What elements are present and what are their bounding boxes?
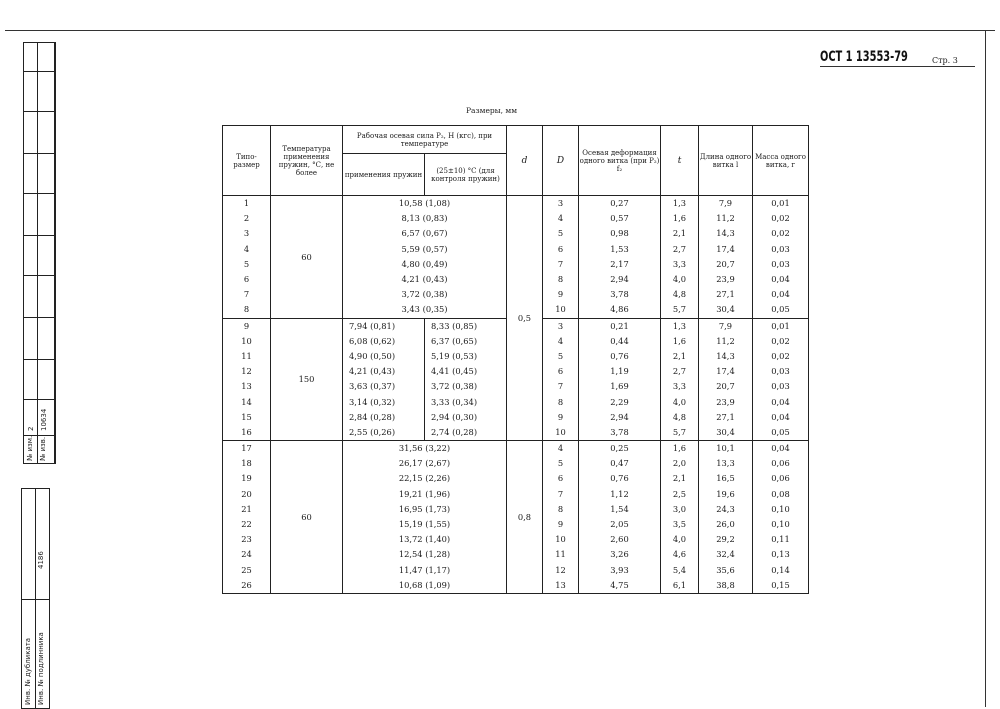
- margin-orig-label: Инв. № подлинника: [37, 632, 45, 705]
- cell-force-control: 2,74 (0,28): [425, 425, 507, 441]
- cell-coil-length: 24,3: [699, 502, 753, 517]
- cell-coil-diameter: 5: [543, 456, 579, 471]
- cell-coil-diameter: 6: [543, 242, 579, 257]
- cell-coil-length: 7,9: [699, 196, 753, 212]
- page-frame-top: [5, 30, 995, 31]
- page-number: Стр. 3: [932, 56, 958, 65]
- cell-type-number: 13: [223, 379, 271, 394]
- cell-coil-diameter: 5: [543, 349, 579, 364]
- cell-coil-length: 35,6: [699, 563, 753, 578]
- cell-coil-length: 30,4: [699, 302, 753, 318]
- cell-coil-diameter: 8: [543, 502, 579, 517]
- cell-coil-diameter: 7: [543, 487, 579, 502]
- cell-coil-diameter: 4: [543, 334, 579, 349]
- cell-coil-diameter: 11: [543, 547, 579, 562]
- cell-pitch: 1,6: [661, 211, 699, 226]
- cell-pitch: 4,8: [661, 287, 699, 302]
- cell-axial-deformation: 0,25: [579, 441, 661, 457]
- cell-force: 12,54 (1,28): [343, 547, 507, 562]
- cell-coil-diameter: 7: [543, 257, 579, 272]
- cell-coil-diameter: 4: [543, 441, 579, 457]
- cell-type-number: 17: [223, 441, 271, 457]
- cell-pitch: 4,0: [661, 532, 699, 547]
- cell-coil-diameter: 9: [543, 287, 579, 302]
- cell-axial-deformation: 2,94: [579, 272, 661, 287]
- cell-coil-mass: 0,10: [753, 517, 809, 532]
- header-t: t: [661, 126, 699, 196]
- cell-force: 16,95 (1,73): [343, 502, 507, 517]
- cell-pitch: 2,0: [661, 456, 699, 471]
- margin-rev-value: 2: [27, 426, 35, 431]
- cell-coil-mass: 0,10: [753, 502, 809, 517]
- cell-type-number: 18: [223, 456, 271, 471]
- cell-force-use: 4,90 (0,50): [343, 349, 425, 364]
- cell-force: 10,58 (1,08): [343, 196, 507, 212]
- cell-force-control: 5,19 (0,53): [425, 349, 507, 364]
- cell-force-use: 3,63 (0,37): [343, 379, 425, 394]
- cell-coil-length: 26,0: [699, 517, 753, 532]
- cell-force: 13,72 (1,40): [343, 532, 507, 547]
- cell-force: 11,47 (1,17): [343, 563, 507, 578]
- cell-axial-deformation: 3,93: [579, 563, 661, 578]
- cell-type-number: 24: [223, 547, 271, 562]
- cell-force: 19,21 (1,96): [343, 487, 507, 502]
- cell-coil-diameter: 9: [543, 410, 579, 425]
- cell-force: 3,43 (0,35): [343, 302, 507, 318]
- cell-coil-diameter: 4: [543, 211, 579, 226]
- cell-coil-mass: 0,05: [753, 425, 809, 441]
- cell-type-number: 8: [223, 302, 271, 318]
- cell-coil-diameter: 6: [543, 364, 579, 379]
- margin-stamp-upper: [23, 42, 56, 464]
- cell-force-use: 6,08 (0,62): [343, 334, 425, 349]
- cell-force-use: 2,55 (0,26): [343, 425, 425, 441]
- cell-coil-mass: 0,05: [753, 302, 809, 318]
- cell-coil-length: 10,1: [699, 441, 753, 457]
- cell-type-number: 6: [223, 272, 271, 287]
- cell-coil-mass: 0,14: [753, 563, 809, 578]
- table-row: [223, 441, 809, 457]
- cell-type-number: 3: [223, 226, 271, 241]
- header-force-use-temp: применения пружин: [343, 154, 425, 196]
- margin-orig-value: 4186: [37, 551, 45, 569]
- cell-pitch: 1,6: [661, 441, 699, 457]
- cell-pitch: 4,0: [661, 272, 699, 287]
- cell-coil-diameter: 9: [543, 517, 579, 532]
- cell-axial-deformation: 0,76: [579, 349, 661, 364]
- document-code: ОСТ 1 13553-79: [820, 49, 908, 65]
- cell-force: 15,19 (1,55): [343, 517, 507, 532]
- cell-pitch: 2,1: [661, 226, 699, 241]
- cell-axial-deformation: 1,54: [579, 502, 661, 517]
- cell-coil-mass: 0,02: [753, 334, 809, 349]
- cell-coil-mass: 0,06: [753, 471, 809, 486]
- cell-coil-diameter: 3: [543, 318, 579, 334]
- cell-coil-mass: 0,01: [753, 318, 809, 334]
- cell-type-number: 5: [223, 257, 271, 272]
- cell-pitch: 2,7: [661, 364, 699, 379]
- cell-axial-deformation: 3,78: [579, 287, 661, 302]
- cell-coil-length: 17,4: [699, 242, 753, 257]
- cell-force: 31,56 (3,22): [343, 441, 507, 457]
- header-force: Рабочая осевая сила P₂, Н (кгс), при температуре: [343, 126, 507, 154]
- cell-coil-length: 23,9: [699, 272, 753, 287]
- cell-temperature: 150: [271, 318, 343, 441]
- cell-axial-deformation: 0,21: [579, 318, 661, 334]
- cell-coil-mass: 0,11: [753, 532, 809, 547]
- cell-type-number: 4: [223, 242, 271, 257]
- cell-coil-mass: 0,02: [753, 211, 809, 226]
- header-temperature: Температура применения пружин, °С, не более: [271, 126, 343, 196]
- cell-axial-deformation: 0,27: [579, 196, 661, 212]
- cell-type-number: 23: [223, 532, 271, 547]
- cell-type-number: 22: [223, 517, 271, 532]
- margin-notice-value: 10634: [40, 408, 48, 431]
- cell-axial-deformation: 2,29: [579, 394, 661, 409]
- cell-axial-deformation: 3,78: [579, 425, 661, 441]
- cell-type-number: 25: [223, 563, 271, 578]
- page-frame-right: [985, 30, 986, 707]
- cell-force: 22,15 (2,26): [343, 471, 507, 486]
- cell-type-number: 11: [223, 349, 271, 364]
- header-D: D: [543, 126, 579, 196]
- cell-axial-deformation: 0,76: [579, 471, 661, 486]
- cell-force-control: 4,41 (0,45): [425, 364, 507, 379]
- table-caption: Размеры, мм: [466, 106, 518, 115]
- cell-coil-mass: 0,08: [753, 487, 809, 502]
- cell-axial-deformation: 2,17: [579, 257, 661, 272]
- cell-coil-length: 27,1: [699, 287, 753, 302]
- cell-pitch: 3,0: [661, 502, 699, 517]
- cell-coil-length: 32,4: [699, 547, 753, 562]
- cell-pitch: 4,6: [661, 547, 699, 562]
- cell-coil-mass: 0,04: [753, 410, 809, 425]
- cell-type-number: 7: [223, 287, 271, 302]
- header-coil-length: Длина одного витка l: [699, 126, 753, 196]
- cell-pitch: 2,5: [661, 487, 699, 502]
- cell-force-control: 3,72 (0,38): [425, 379, 507, 394]
- cell-force-control: 6,37 (0,65): [425, 334, 507, 349]
- cell-force: 8,13 (0,83): [343, 211, 507, 226]
- cell-axial-deformation: 1,69: [579, 379, 661, 394]
- cell-type-number: 15: [223, 410, 271, 425]
- cell-coil-length: 17,4: [699, 364, 753, 379]
- cell-coil-diameter: 10: [543, 425, 579, 441]
- cell-coil-mass: 0,13: [753, 547, 809, 562]
- cell-coil-mass: 0,04: [753, 394, 809, 409]
- cell-axial-deformation: 4,86: [579, 302, 661, 318]
- cell-pitch: 4,0: [661, 394, 699, 409]
- cell-coil-length: 14,3: [699, 226, 753, 241]
- cell-coil-mass: 0,03: [753, 364, 809, 379]
- cell-axial-deformation: 1,53: [579, 242, 661, 257]
- cell-coil-mass: 0,02: [753, 349, 809, 364]
- cell-coil-mass: 0,03: [753, 242, 809, 257]
- header-force-control-temp: (25±10) °С (для контроля пружин): [425, 154, 507, 196]
- cell-type-number: 20: [223, 487, 271, 502]
- cell-coil-mass: 0,02: [753, 226, 809, 241]
- cell-coil-diameter: 7: [543, 379, 579, 394]
- cell-wire-diameter: 0,8: [507, 441, 543, 594]
- cell-temperature: 60: [271, 441, 343, 594]
- cell-coil-diameter: 10: [543, 302, 579, 318]
- cell-force-use: 2,84 (0,28): [343, 410, 425, 425]
- cell-coil-length: 30,4: [699, 425, 753, 441]
- cell-axial-deformation: 0,44: [579, 334, 661, 349]
- cell-force-use: 7,94 (0,81): [343, 318, 425, 334]
- header-type: Типо-размер: [223, 126, 271, 196]
- cell-coil-mass: 0,15: [753, 578, 809, 594]
- cell-coil-length: 27,1: [699, 410, 753, 425]
- cell-pitch: 4,8: [661, 410, 699, 425]
- cell-type-number: 2: [223, 211, 271, 226]
- margin-dup-label: Инв. № дубликата: [24, 637, 32, 705]
- cell-axial-deformation: 1,19: [579, 364, 661, 379]
- margin-change-no-label: № изм.: [26, 435, 34, 461]
- cell-axial-deformation: 2,60: [579, 532, 661, 547]
- margin-stamp-lower: [21, 488, 50, 709]
- cell-coil-length: 11,2: [699, 211, 753, 226]
- cell-axial-deformation: 2,94: [579, 410, 661, 425]
- cell-force: 6,57 (0,67): [343, 226, 507, 241]
- cell-type-number: 9: [223, 318, 271, 334]
- cell-pitch: 2,1: [661, 471, 699, 486]
- cell-pitch: 5,7: [661, 425, 699, 441]
- cell-force: 10,68 (1,09): [343, 578, 507, 594]
- cell-axial-deformation: 1,12: [579, 487, 661, 502]
- cell-coil-mass: 0,04: [753, 272, 809, 287]
- margin-notice-no-label: № изв.: [39, 436, 47, 461]
- cell-coil-mass: 0,03: [753, 257, 809, 272]
- cell-type-number: 14: [223, 394, 271, 409]
- header-axial-deformation: Осевая деформация одного витка (при P₂) f₂: [579, 126, 661, 196]
- header-d: d: [507, 126, 543, 196]
- cell-force-control: 8,33 (0,85): [425, 318, 507, 334]
- cell-axial-deformation: 0,98: [579, 226, 661, 241]
- cell-coil-diameter: 10: [543, 532, 579, 547]
- cell-force: 3,72 (0,38): [343, 287, 507, 302]
- cell-force-use: 3,14 (0,32): [343, 394, 425, 409]
- cell-type-number: 16: [223, 425, 271, 441]
- cell-pitch: 5,4: [661, 563, 699, 578]
- cell-axial-deformation: 2,05: [579, 517, 661, 532]
- cell-coil-length: 29,2: [699, 532, 753, 547]
- cell-coil-length: 14,3: [699, 349, 753, 364]
- cell-pitch: 1,3: [661, 318, 699, 334]
- cell-axial-deformation: 0,57: [579, 211, 661, 226]
- cell-force-control: 3,33 (0,34): [425, 394, 507, 409]
- cell-temperature: 60: [271, 196, 343, 319]
- cell-coil-length: 23,9: [699, 394, 753, 409]
- cell-axial-deformation: 0,47: [579, 456, 661, 471]
- cell-pitch: 1,6: [661, 334, 699, 349]
- cell-pitch: 3,3: [661, 379, 699, 394]
- cell-pitch: 3,3: [661, 257, 699, 272]
- header-coil-mass: Масса одного витка, г: [753, 126, 809, 196]
- cell-force-control: 2,94 (0,30): [425, 410, 507, 425]
- cell-coil-length: 11,2: [699, 334, 753, 349]
- cell-coil-mass: 0,01: [753, 196, 809, 212]
- cell-coil-diameter: 12: [543, 563, 579, 578]
- cell-axial-deformation: 4,75: [579, 578, 661, 594]
- cell-pitch: 3,5: [661, 517, 699, 532]
- cell-coil-length: 20,7: [699, 379, 753, 394]
- cell-type-number: 19: [223, 471, 271, 486]
- cell-pitch: 1,3: [661, 196, 699, 212]
- cell-force-use: 4,21 (0,43): [343, 364, 425, 379]
- cell-type-number: 12: [223, 364, 271, 379]
- table-row: [223, 196, 809, 212]
- cell-force: 26,17 (2,67): [343, 456, 507, 471]
- cell-force: 4,80 (0,49): [343, 257, 507, 272]
- cell-coil-diameter: 3: [543, 196, 579, 212]
- cell-axial-deformation: 3,26: [579, 547, 661, 562]
- cell-type-number: 1: [223, 196, 271, 212]
- cell-type-number: 10: [223, 334, 271, 349]
- cell-pitch: 6,1: [661, 578, 699, 594]
- cell-force: 4,21 (0,43): [343, 272, 507, 287]
- cell-coil-length: 19,6: [699, 487, 753, 502]
- cell-coil-diameter: 5: [543, 226, 579, 241]
- cell-coil-diameter: 8: [543, 272, 579, 287]
- cell-coil-mass: 0,04: [753, 441, 809, 457]
- header-underline: [820, 66, 975, 67]
- cell-pitch: 5,7: [661, 302, 699, 318]
- cell-coil-diameter: 8: [543, 394, 579, 409]
- cell-pitch: 2,7: [661, 242, 699, 257]
- cell-pitch: 2,1: [661, 349, 699, 364]
- cell-coil-length: 20,7: [699, 257, 753, 272]
- cell-coil-length: 16,5: [699, 471, 753, 486]
- cell-coil-mass: 0,04: [753, 287, 809, 302]
- cell-coil-mass: 0,03: [753, 379, 809, 394]
- cell-wire-diameter: 0,5: [507, 196, 543, 441]
- cell-type-number: 21: [223, 502, 271, 517]
- cell-type-number: 26: [223, 578, 271, 594]
- cell-coil-mass: 0,06: [753, 456, 809, 471]
- cell-coil-diameter: 6: [543, 471, 579, 486]
- cell-coil-length: 13,3: [699, 456, 753, 471]
- cell-coil-diameter: 13: [543, 578, 579, 594]
- cell-coil-length: 7,9: [699, 318, 753, 334]
- cell-coil-length: 38,8: [699, 578, 753, 594]
- spring-dimensions-table: [222, 125, 809, 594]
- cell-force: 5,59 (0,57): [343, 242, 507, 257]
